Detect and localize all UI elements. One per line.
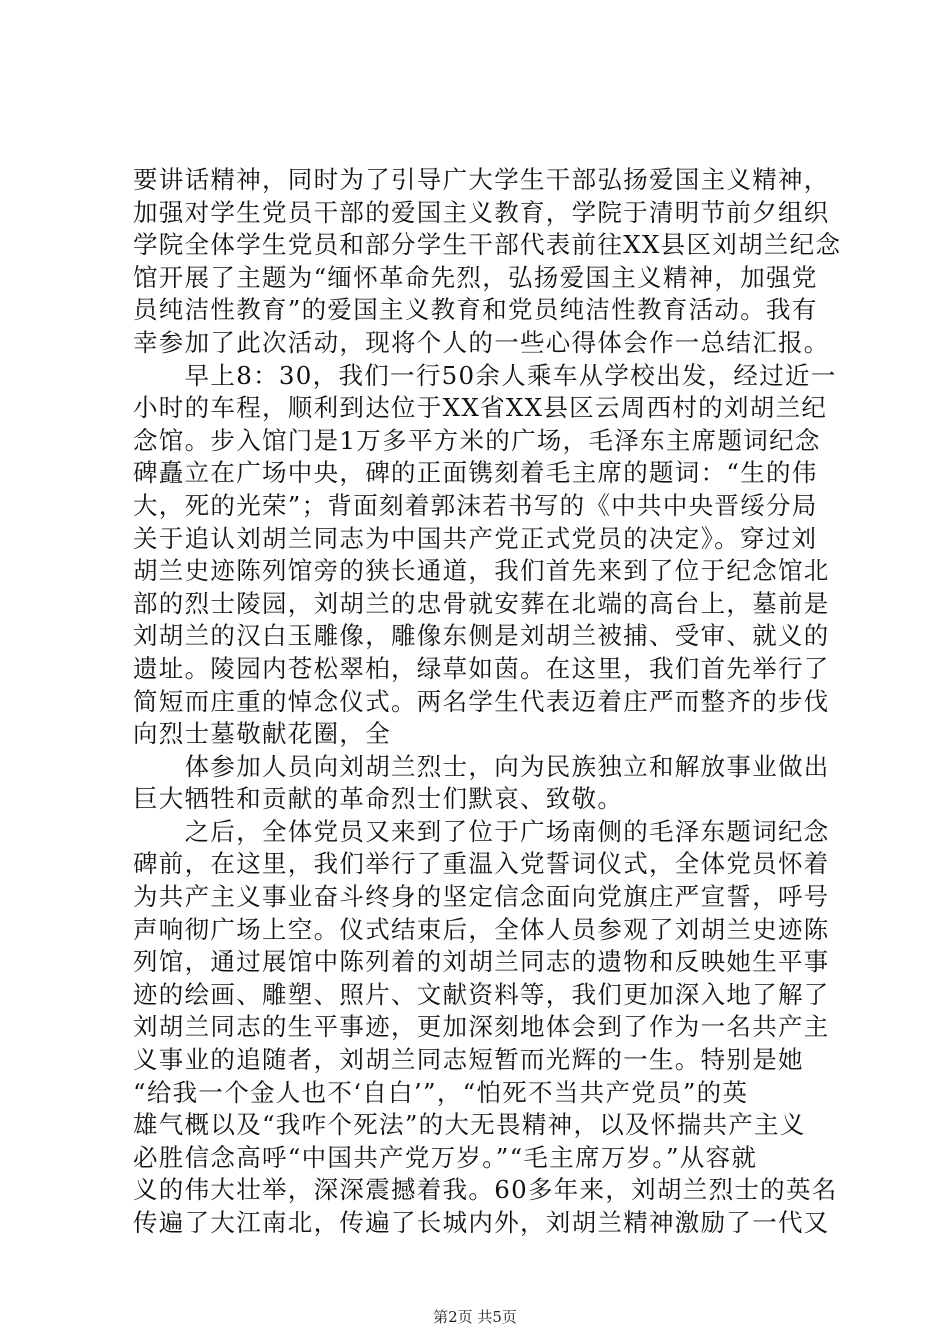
text-line: 刘胡兰同志的生平事迹，更加深刻地体会到了作为一名共产主: [133, 1012, 830, 1042]
text-line: 列馆，通过展馆中陈列着的刘胡兰同志的遗物和反映她生平事: [133, 947, 830, 977]
text-line: 必胜信念高呼“中国共产党万岁。”“毛主席万岁。”从容就: [133, 1142, 758, 1172]
text-line: 体参加人员向刘胡兰烈士，向为民族独立和解放事业做出: [133, 751, 830, 781]
text-line: 之后，全体党员又来到了位于广场南侧的毛泽东题词纪念: [133, 816, 830, 846]
text-line: 加强对学生党员干部的爱国主义教育，学院于清明节前夕组织: [133, 197, 830, 227]
text-line: 念馆。步入馆门是1万多平方米的广场，毛泽东主席题词纪念: [133, 425, 821, 455]
text-line: 巨大牺牲和贡献的革命烈士们默哀、致敬。: [133, 784, 624, 814]
text-line: 大，死的光荣”；背面刻着郭沫若书写的《中共中央晋绥分局: [133, 490, 818, 520]
text-line: 馆开展了主题为“缅怀革命先烈，弘扬爱国主义精神，加强党: [133, 262, 818, 292]
text-line: 向烈士墓敬献花圈，全: [133, 719, 391, 749]
text-line: 遗址。陵园内苍松翠柏，绿草如茵。在这里，我们首先举行了: [133, 653, 830, 683]
text-line: 声响彻广场上空。仪式结束后，全体人员参观了刘胡兰史迹陈: [133, 914, 830, 944]
text-line: 员纯洁性教育”的爱国主义教育和党员纯洁性教育活动。我有: [133, 295, 818, 325]
text-line: 碑前，在这里，我们举行了重温入党誓词仪式，全体党员怀着: [133, 849, 830, 879]
text-line: 幸参加了此次活动，现将个人的一些心得体会作一总结汇报。: [133, 327, 830, 357]
text-line: 要讲话精神，同时为了引导广大学生干部弘扬爱国主义精神，: [133, 165, 830, 194]
text-line: 简短而庄重的悼念仪式。两名学生代表迈着庄严而整齐的步伐: [133, 686, 830, 716]
text-line: 义的伟大壮举，深深震撼着我。60多年来，刘胡兰烈士的英名: [133, 1175, 838, 1205]
text-line: 碑矗立在广场中央，碑的正面镌刻着毛主席的题词：“生的伟: [133, 458, 818, 488]
text-line: 刘胡兰的汉白玉雕像，雕像东侧是刘胡兰被捕、受审、就义的: [133, 621, 830, 651]
text-line: 早上8：30，我们一行50余人乘车从学校出发，经过近一: [133, 360, 837, 390]
text-line: 小时的车程，顺利到达位于XX省XX县区云周西村的刘胡兰纪: [133, 393, 828, 423]
text-line: 部的烈士陵园，刘胡兰的忠骨就安葬在北端的高台上，墓前是: [133, 588, 830, 618]
text-line: 胡兰史迹陈列馆旁的狭长通道，我们首先来到了位于纪念馆北: [133, 556, 830, 586]
text-line: 迹的绘画、雕塑、照片、文献资料等，我们更加深入地了解了: [133, 979, 830, 1009]
text-line: 学院全体学生党员和部分学生干部代表前往XX县区刘胡兰纪念: [133, 230, 842, 260]
page-footer: 第2页 共5页: [433, 1308, 517, 1326]
text-line: 义事业的追随者，刘胡兰同志短暂而光辉的一生。特别是她: [133, 1045, 804, 1075]
text-line: 雄气概以及“我咋个死法”的大无畏精神，以及怀揣共产主义: [133, 1110, 806, 1140]
text-line: 为共产主义事业奋斗终身的坚定信念面向党旗庄严宣誓，呼号: [133, 882, 830, 912]
text-line: 传遍了大江南北，传遍了长城内外，刘胡兰精神激励了一代又: [133, 1208, 830, 1237]
text-line: 关于追认刘胡兰同志为中国共产党正式党员的决定》。穿过刘: [133, 523, 818, 553]
body-text: [133, 164, 842, 1240]
text-line: “给我一个金人也不‘自白’”，“怕死不当共产党员”的英: [133, 1077, 749, 1107]
